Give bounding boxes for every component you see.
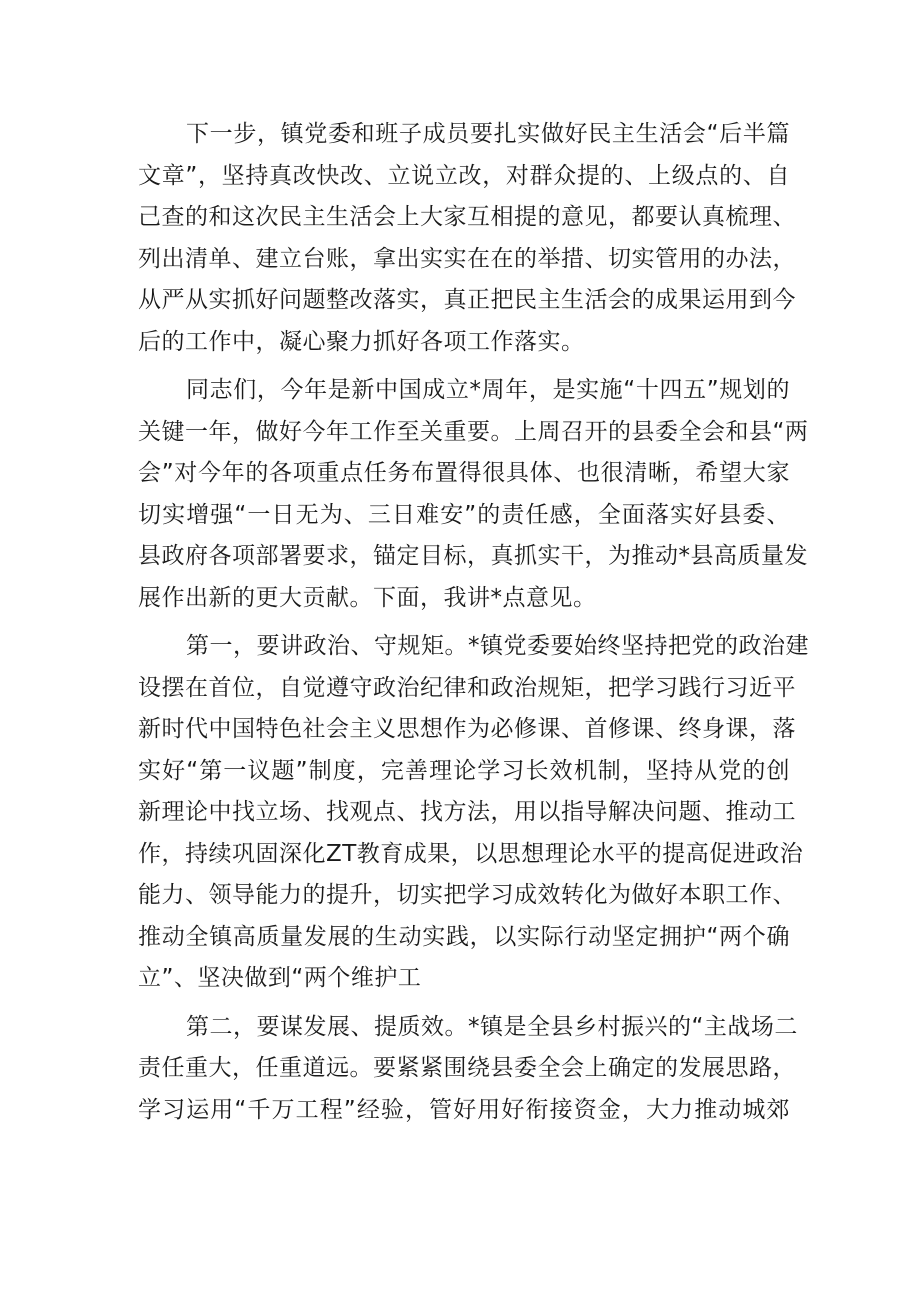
paragraph-2 [138, 370, 809, 619]
text-line: 切实增强“一日无为、三日难安”的责任感，全面落实好县委、 [138, 501, 790, 528]
text-line: 立”、坚决做到“两个维护工 [138, 965, 422, 991]
text-line: 县政府各项部署要求，锚定目标，真抓实干，为推动*县高质量发 [138, 543, 808, 569]
text-line: 关键一年，做好今年工作至关重要。上周召开的县委全会和县“两 [138, 418, 809, 445]
paragraph-1 [138, 114, 796, 363]
document-body [138, 114, 809, 1131]
paragraph-4 [138, 1007, 798, 1132]
text-line: 第一，要讲政治、守规矩。*镇党委要始终坚持把党的政治建 [186, 633, 809, 659]
text-line: 文章”，坚持真改快改、立说立改，对群众提的、上级点的、自 [138, 162, 790, 189]
text-line: 作，持续巩固深化ZT教育成果，以思想理论水平的提高促进政治 [138, 840, 804, 867]
paragraph-3 [138, 626, 809, 1000]
text-line: 会”对今年的各项重点任务布置得很具体、也很清晰，希望大家 [138, 460, 790, 486]
text-line: 实好“第一议题”制度，完善理论学习长效机制，坚持从党的创 [138, 757, 790, 784]
text-line: 从严从实抓好问题整改落实，真正把民主生活会的成果运用到今 [138, 287, 796, 313]
text-line: 下一步，镇党委和班子成员要扎实做好民主生活会“后半篇 [186, 121, 790, 147]
text-line: 列出清单、建立台账，拿出实实在在的举措、切实管用的办法， [138, 245, 796, 272]
text-line: 学习运用“千万工程”经验，管好用好衔接资金，大力推动城郊 [138, 1096, 790, 1123]
text-line: 后的工作中，凝心聚力抓好各项工作落实。 [138, 328, 585, 355]
text-line: 推动全镇高质量发展的生动实践，以实际行动坚定拥护“两个确 [138, 923, 790, 950]
text-line: 己查的和这次民主生活会上大家互相提的意见，都要认真梳理、 [138, 204, 796, 230]
text-line: 新理论中找立场、找观点、找方法，用以指导解决问题、推动工 [138, 799, 796, 825]
text-line: 第二，要谋发展、提质效。*镇是全县乡村振兴的“主战场二 [186, 1013, 798, 1040]
text-line: 新时代中国特色社会主义思想作为必修课、首修课、终身课，落 [138, 716, 796, 742]
text-line: 能力、领导能力的提升，切实把学习成效转化为做好本职工作、 [138, 882, 796, 908]
text-line: 责任重大，任重道远。要紧紧围绕县委全会上确定的发展思路， [138, 1055, 796, 1081]
text-line: 同志们，今年是新中国成立*周年，是实施“十四五”规划的 [186, 377, 790, 403]
text-line: 展作出新的更大贡献。下面，我讲*点意见。 [138, 584, 597, 611]
text-line: 设摆在首位，自觉遵守政治纪律和政治规矩，把学习践行习近平 [138, 674, 796, 701]
